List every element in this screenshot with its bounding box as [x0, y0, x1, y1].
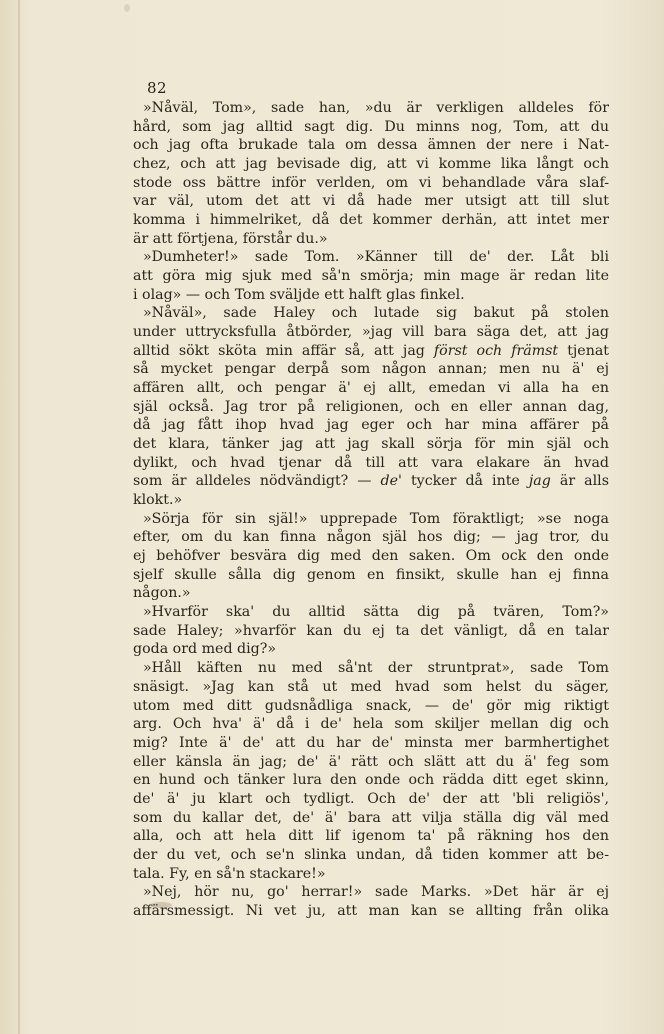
text-line: är att förtjena, förstår du.»: [133, 230, 328, 247]
text-line: [133, 342, 609, 361]
text-line: själ också. Jag tror på religionen, och en eller annan dag,: [133, 398, 609, 415]
text-line: de' ä' ju klart och tydligt. Och de' der att 'bli religiös',: [133, 790, 609, 807]
text-line: »Sörja för sin själ!» upprepade Tom föraktligt; »se noga: [143, 510, 609, 527]
text-line: »Nåväl, Tom», sade han, »du är verkligen alldeles för: [143, 100, 609, 116]
text-line: en hund och tänker lura den onde och rädda ditt eget skinn,: [133, 772, 609, 789]
text-line: det klara, tänker jag att jag skall sörja för min själ och: [133, 436, 609, 453]
text-line: ej behöfver besvära dig med den saken. Om ock den onde: [133, 548, 609, 565]
italic-emphasis: jag: [528, 473, 551, 490]
text-line: alla, och att hela ditt lif igenom ta' på räkning hos den: [133, 828, 609, 845]
text-line: arg. Och hva' ä' då i de' hela som skiljer mellan dig och: [133, 716, 609, 733]
text-line: [133, 472, 609, 491]
text-segment: tycker då inte: [410, 473, 520, 490]
page-number: 82: [147, 79, 168, 97]
ink-smudge: [150, 902, 172, 908]
text-line: komma i himmelriket, då det kommer derhän, att intet mer: [133, 212, 609, 229]
text-line: snäsigt. »Jag kan stå ut med hvad som helst du säger,: [133, 678, 609, 695]
text-line: dylikt, och hvad tjenar då till att vara elakare än hvad: [133, 454, 609, 471]
page-binding-edge: [18, 0, 20, 1034]
text-segment: är alls: [559, 473, 609, 490]
text-line: utom med ditt gudsnådliga snack, — de' gör mig riktigt: [133, 697, 609, 714]
italic-emphasis: de': [380, 473, 402, 490]
text-line: klokt.»: [133, 492, 183, 509]
text-line: »Nåväl», sade Haley och lutade sig bakut på stolen: [143, 305, 609, 322]
text-line: hård, som jag alltid sagt dig. Du minns nog, Tom, att du: [133, 118, 609, 135]
text-line: sade Haley; »hvarför kan du ej ta det vänligt, då en talar: [133, 622, 609, 639]
ink-smudge: [124, 4, 130, 12]
text-segment: som är alldeles nödvändigt? —: [133, 473, 372, 490]
text-line: »Håll käften nu med så'nt der struntprat», sade Tom: [143, 660, 609, 677]
text-line: efter, om du kan finna någon själ hos dig; — jag tror, du: [133, 529, 609, 546]
text-line: var väl, utom det att vi då hade mer utsigt att till slut: [133, 193, 609, 210]
text-line: sjelf skulle sålla dig genom en finsikt, skulle han ej finna: [133, 566, 609, 583]
text-line: »Hvarför ska' du alltid sätta dig på tvären, Tom?»: [143, 604, 609, 621]
text-line: affären allt, och pengar ä' ej allt, emedan vi alla ha en: [133, 380, 609, 397]
text-line: tala. Fy, en så'n stackare!»: [133, 865, 326, 882]
text-line: som du kallar det, de' ä' bara att vilja ställa dig väl med: [133, 809, 609, 826]
text-line: att göra mig sjuk med så'n smörja; min mage är redan lite: [133, 268, 609, 285]
text-line: »Nej, hör nu, go' herrar!» sade Marks. »Det här är ej: [143, 884, 609, 901]
text-line: och jag ofta brukade tala om dessa ämnen der nere i Nat-: [133, 137, 609, 154]
text-line: i olag» — och Tom sväljde ett halft glas finkel.: [133, 286, 465, 303]
text-line: stode oss bättre inför verlden, om vi behandlade våra slaf-: [133, 174, 609, 191]
text-line: så mycket pengar derpå som någon annan; men nu ä' ej: [133, 361, 609, 378]
text-line: chez, och att jag bevisade dig, att vi komme lika långt och: [133, 156, 609, 173]
text-line: under uttrycksfulla åtbörder, »jag vill bara säga det, att jag: [133, 324, 609, 341]
italic-emphasis: först och främst: [433, 342, 559, 359]
text-line: då jag fått ihop hvad jag eger och har mina affärer på: [133, 417, 609, 434]
text-line: eller känsla än jag; de' ä' rätt och slätt att du ä' feg som: [133, 753, 609, 770]
text-segment: tjenat: [567, 342, 609, 359]
text-line: någon.»: [133, 585, 191, 602]
text-line: »Dumheter!» sade Tom. »Känner till de' der. Låt bli: [143, 249, 609, 266]
text-segment: alltid sökt sköta min affär så, att jag: [133, 342, 425, 359]
text-line: mig? Inte ä' de' att du har de' minsta mer barmhertighet: [133, 734, 609, 751]
text-line: goda ord med dig?»: [133, 641, 277, 658]
text-line: affärsmessigt. Ni vet ju, att man kan se allting från olika: [133, 902, 609, 919]
body-text: [133, 99, 609, 921]
text-line: der du vet, och se'n slinka undan, då tiden kommer att be-: [133, 846, 609, 863]
